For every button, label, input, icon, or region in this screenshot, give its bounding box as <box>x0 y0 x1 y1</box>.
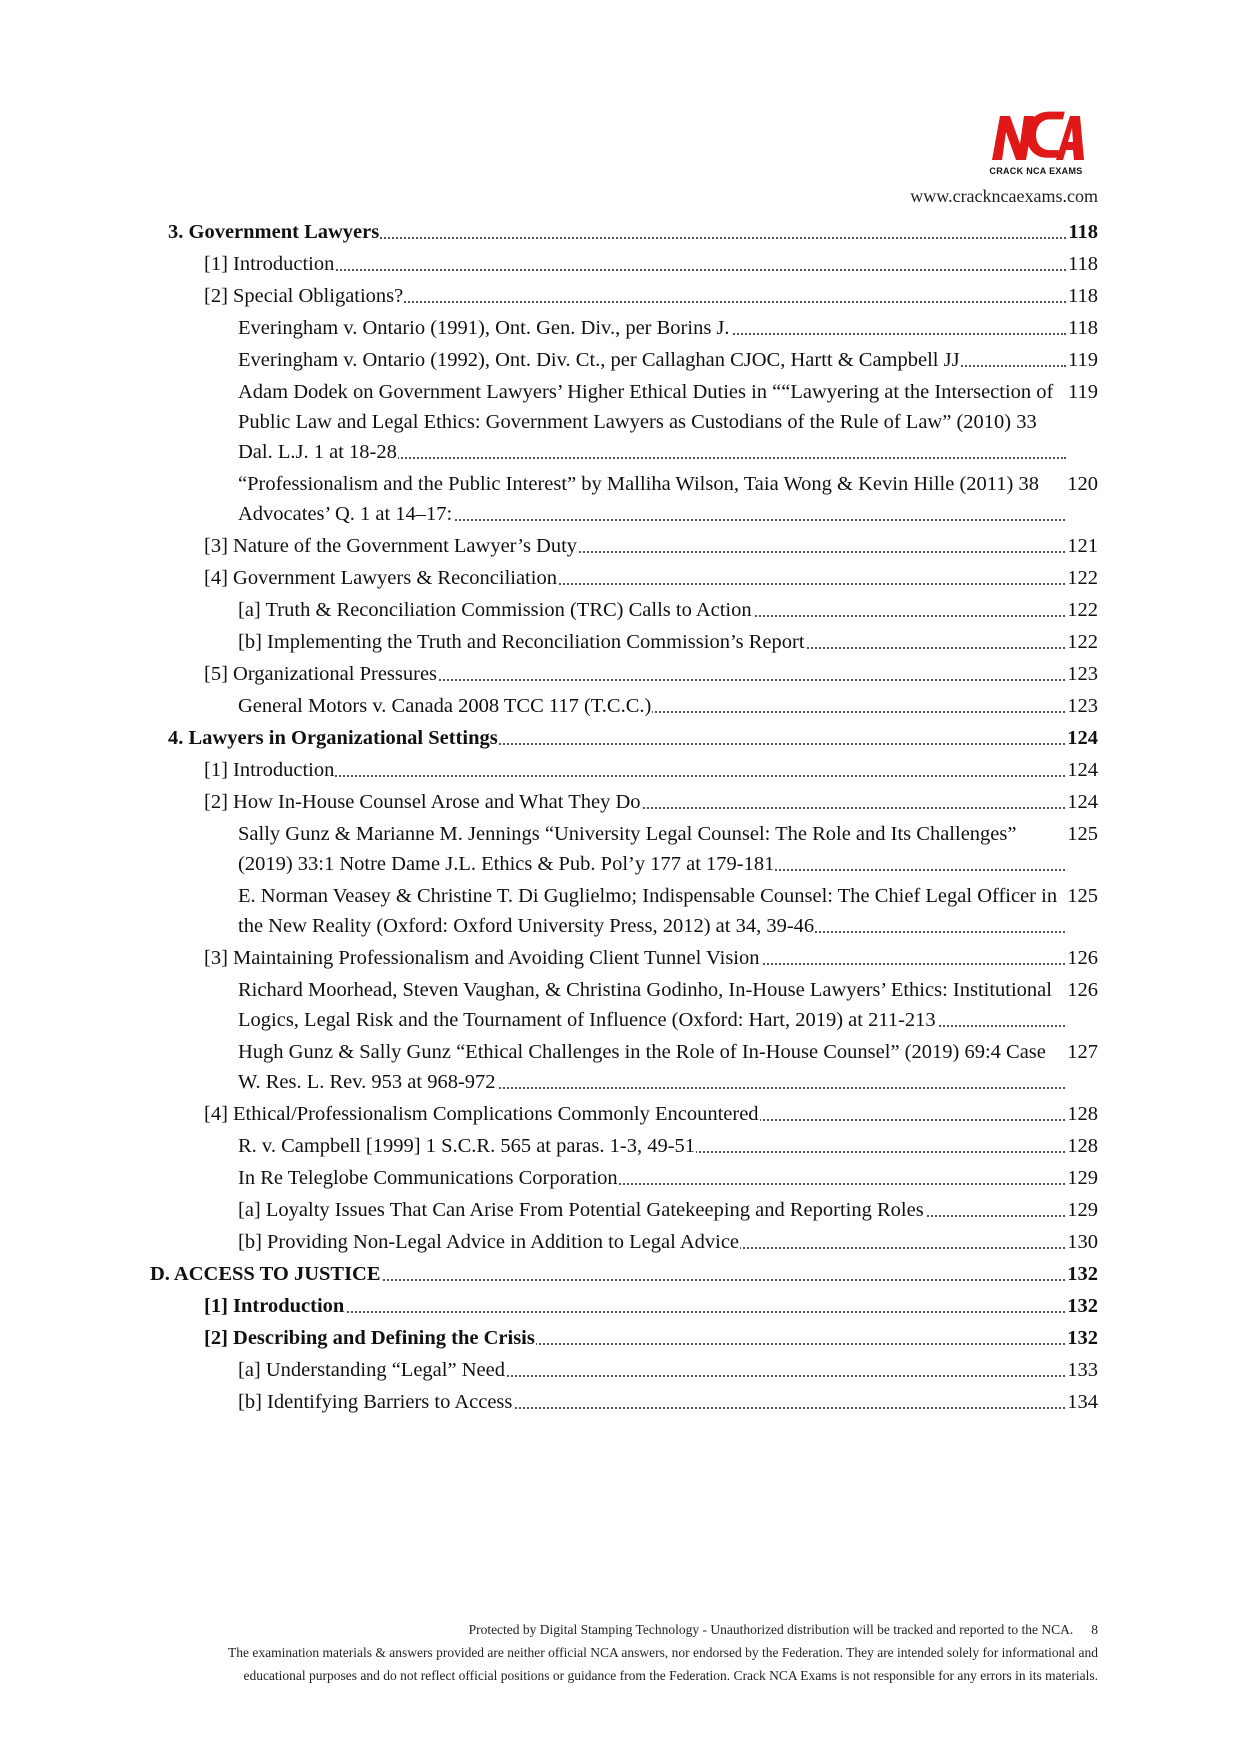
toc-entry-title <box>238 1131 1065 1161</box>
toc-entry-title <box>238 345 1066 375</box>
toc-entry-title <box>168 723 1065 753</box>
toc-entry-title <box>238 1037 1065 1097</box>
footer-protection-notice <box>140 1622 1098 1638</box>
toc-entry-title <box>238 1195 1065 1225</box>
toc-entry[interactable] <box>150 691 1098 721</box>
toc-entry-label: R. v. Campbell [1999] 1 S.C.R. 565 at paras. 1-3, 49-51 <box>238 1135 696 1157</box>
toc-entry-page: 129 <box>1065 1163 1098 1193</box>
toc-entry-title <box>238 377 1066 467</box>
toc-entry-label: Richard Moorhead, Steven Vaughan, & Christina Godinho, In-House Lawyers’ Ethics: Institutional Logics, Legal Risk and the Tournament of Influence (Oxford: Hart, 2019) at 211-213 <box>238 979 1052 1031</box>
toc-entry-page: 124 <box>1065 787 1098 817</box>
footer-disclaimer-2: educational purposes and do not reflect official positions or guidance from the Federation. Crack NCA Exams is not responsible for any errors in its materials. <box>243 1668 1098 1683</box>
toc-entry-label: “Professionalism and the Public Interest” by Malliha Wilson, Taia Wong & Kevin Hille (2011) 38 Advocates’ Q. 1 at 14–17: <box>238 473 1039 525</box>
toc-entry[interactable] <box>150 563 1098 593</box>
toc-entry-title <box>168 217 1066 247</box>
toc-entry-label: 4. Lawyers in Organizational Settings <box>168 727 498 749</box>
toc-entry-page: 118 <box>1066 217 1098 247</box>
toc-entry-label: D. ACCESS TO JUSTICE <box>150 1263 381 1285</box>
footer-line-1: Protected by Digital Stamping Technology - Unauthorized distribution will be tracked and reported to the NCA. <box>468 1622 1074 1637</box>
toc-entry-title <box>238 975 1065 1035</box>
toc-entry-label: [4] Ethical/Professionalism Complications Commonly Encountered <box>204 1103 759 1125</box>
toc-entry-page: 119 <box>1066 377 1098 467</box>
toc-entry-label: [3] Maintaining Professionalism and Avoiding Client Tunnel Vision <box>204 947 760 969</box>
toc-entry-page: 127 <box>1065 1037 1098 1097</box>
toc-entry-title <box>238 1387 1065 1417</box>
toc-entry-title <box>204 787 1065 817</box>
toc-entry-label: [1] Introduction <box>204 759 335 781</box>
toc-entry[interactable] <box>150 1163 1098 1193</box>
toc-entry-label: [b] Identifying Barriers to Access <box>238 1391 513 1413</box>
toc-entry[interactable] <box>150 627 1098 657</box>
toc-entry-title <box>204 281 1066 311</box>
toc-entry-label: [b] Providing Non-Legal Advice in Addition to Legal Advice <box>238 1231 740 1253</box>
toc-entry-page: 122 <box>1065 595 1098 625</box>
toc-entry-label: [a] Understanding “Legal” Need <box>238 1359 505 1381</box>
toc-entry-page: 123 <box>1065 659 1098 689</box>
toc-entry[interactable] <box>150 313 1098 343</box>
toc-entry-label: [2] Describing and Defining the Crisis <box>204 1327 535 1349</box>
toc-entry-title <box>238 1163 1065 1193</box>
toc-entry-label: Hugh Gunz & Sally Gunz “Ethical Challenges in the Role of In-House Counsel” (2019) 69:4 Case W. Res. L. Rev. 953 at 968-972 <box>238 1041 1046 1093</box>
website-url[interactable]: www.crackncaexams.com <box>910 186 1098 206</box>
toc-entry-page: 122 <box>1065 563 1098 593</box>
toc-entry[interactable] <box>150 1323 1098 1353</box>
table-of-contents <box>150 217 1098 1419</box>
toc-entry-label: In Re Teleglobe Communications Corporation <box>238 1167 618 1189</box>
toc-entry-page: 121 <box>1065 531 1098 561</box>
toc-entry[interactable] <box>150 975 1098 1035</box>
toc-entry-page: 133 <box>1065 1355 1098 1385</box>
toc-entry-page: 128 <box>1065 1099 1098 1129</box>
toc-entry-label: Sally Gunz & Marianne M. Jennings “University Legal Counsel: The Role and Its Challenges” (2019) 33:1 Notre Dame J.L. Ethics & Pub. Pol’y 177 at 179-181 <box>238 823 1017 875</box>
page-number: 8 <box>1091 1622 1098 1637</box>
toc-entry-page: 120 <box>1065 469 1098 529</box>
toc-entry[interactable] <box>150 819 1098 879</box>
toc-entry[interactable] <box>150 1387 1098 1417</box>
toc-entry-page: 118 <box>1066 249 1098 279</box>
toc-entry-page: 118 <box>1066 281 1098 311</box>
toc-entry-label: [3] Nature of the Government Lawyer’s Duty <box>204 535 578 557</box>
toc-entry[interactable] <box>150 755 1098 785</box>
toc-entry[interactable] <box>150 723 1098 753</box>
toc-entry-title <box>238 469 1065 529</box>
toc-entry[interactable] <box>150 1291 1098 1321</box>
toc-entry[interactable] <box>150 1099 1098 1129</box>
toc-entry-label: [5] Organizational Pressures <box>204 663 438 685</box>
toc-entry-title <box>238 1355 1065 1385</box>
toc-entry-title <box>238 881 1065 941</box>
toc-entry-label: Everingham v. Ontario (1992), Ont. Div. Ct., per Callaghan CJOC, Hartt & Campbell JJ <box>238 349 960 371</box>
toc-entry-page: 126 <box>1065 975 1098 1035</box>
toc-entry-page: 130 <box>1065 1227 1098 1257</box>
toc-entry[interactable] <box>150 1195 1098 1225</box>
toc-entry[interactable] <box>150 217 1098 247</box>
toc-entry-page: 124 <box>1065 755 1098 785</box>
toc-entry-label: [1] Introduction <box>204 253 335 275</box>
toc-entry[interactable] <box>150 787 1098 817</box>
toc-entry[interactable] <box>150 1259 1098 1289</box>
toc-entry-page: 134 <box>1065 1387 1098 1417</box>
toc-entry-page: 132 <box>1065 1291 1098 1321</box>
toc-entry-title <box>204 531 1065 561</box>
toc-entry-page: 119 <box>1066 345 1098 375</box>
toc-entry-title <box>204 1323 1065 1353</box>
toc-entry-title <box>238 819 1065 879</box>
toc-entry-label: [2] Special Obligations? <box>204 285 404 307</box>
toc-entry-title <box>204 563 1065 593</box>
toc-entry-page: 129 <box>1065 1195 1098 1225</box>
toc-entry-title <box>204 1291 1065 1321</box>
toc-entry-title <box>238 313 1066 343</box>
toc-entry-title <box>150 1259 1065 1289</box>
toc-entry-title <box>204 943 1065 973</box>
toc-entry-title <box>204 659 1065 689</box>
logo-tagline: CRACK NCA EXAMS <box>989 166 1083 176</box>
toc-entry-label: Adam Dodek on Government Lawyers’ Higher Ethical Duties in ““Lawyering at the Intersection of Public Law and Legal Ethics: Government Lawyers as Custodians of the Rule of Law” (2010) 33 Dal. L.J. 1 at 18-28 <box>238 381 1054 463</box>
toc-entry-page: 125 <box>1065 881 1098 941</box>
toc-entry[interactable] <box>150 345 1098 375</box>
toc-entry[interactable] <box>150 249 1098 279</box>
toc-entry-page: 118 <box>1066 313 1098 343</box>
toc-entry-label: [1] Introduction <box>204 1295 345 1317</box>
crack-nca-logo <box>986 108 1086 174</box>
toc-entry-title <box>238 691 1065 721</box>
nca-logo-graphic <box>986 108 1086 164</box>
toc-entry-label: 3. Government Lawyers <box>168 221 380 243</box>
toc-entry-page: 132 <box>1065 1323 1098 1353</box>
toc-entry-label: [a] Truth & Reconciliation Commission (TRC) Calls to Action <box>238 599 752 621</box>
toc-entry-label: E. Norman Veasey & Christine T. Di Guglielmo; Indispensable Counsel: The Chief Legal Officer in the New Reality (Oxford: Oxford University Press, 2012) at 34, 39-46 <box>238 885 1058 937</box>
toc-entry-label: General Motors v. Canada 2008 TCC 117 (T.C.C.) <box>238 695 652 717</box>
toc-entry-label: [b] Implementing the Truth and Reconciliation Commission’s Report <box>238 631 805 653</box>
toc-entry[interactable] <box>150 1131 1098 1161</box>
toc-entry[interactable] <box>150 531 1098 561</box>
toc-entry[interactable] <box>150 1355 1098 1385</box>
toc-entry[interactable] <box>150 595 1098 625</box>
toc-entry-label: Everingham v. Ontario (1991), Ont. Gen. Div., per Borins J. <box>238 317 730 339</box>
toc-entry-title <box>238 627 1065 657</box>
toc-entry-title <box>238 1227 1065 1257</box>
toc-entry-page: 124 <box>1065 723 1098 753</box>
footer-disclaimer-1: The examination materials & answers provided are neither official NCA answers, nor endorsed by the Federation. They are intended solely for informational and <box>228 1645 1098 1660</box>
toc-entry-label: [a] Loyalty Issues That Can Arise From Potential Gatekeeping and Reporting Roles <box>238 1199 924 1221</box>
toc-entry[interactable] <box>150 469 1098 529</box>
toc-entry-title <box>204 249 1066 279</box>
toc-entry-page: 122 <box>1065 627 1098 657</box>
toc-entry[interactable] <box>150 659 1098 689</box>
toc-entry[interactable] <box>150 1227 1098 1257</box>
toc-entry-page: 123 <box>1065 691 1098 721</box>
toc-entry-page: 126 <box>1065 943 1098 973</box>
toc-entry[interactable] <box>150 943 1098 973</box>
toc-entry-label: [4] Government Lawyers & Reconciliation <box>204 567 557 589</box>
toc-entry[interactable] <box>150 881 1098 941</box>
toc-entry[interactable] <box>150 377 1098 467</box>
toc-entry[interactable] <box>150 281 1098 311</box>
toc-entry-title <box>204 755 1065 785</box>
toc-entry-page: 125 <box>1065 819 1098 879</box>
toc-entry[interactable] <box>150 1037 1098 1097</box>
toc-entry-page: 128 <box>1065 1131 1098 1161</box>
toc-entry-title <box>204 1099 1065 1129</box>
toc-entry-title <box>238 595 1065 625</box>
toc-entry-label: [2] How In-House Counsel Arose and What They Do <box>204 791 641 813</box>
toc-entry-page: 132 <box>1065 1259 1098 1289</box>
